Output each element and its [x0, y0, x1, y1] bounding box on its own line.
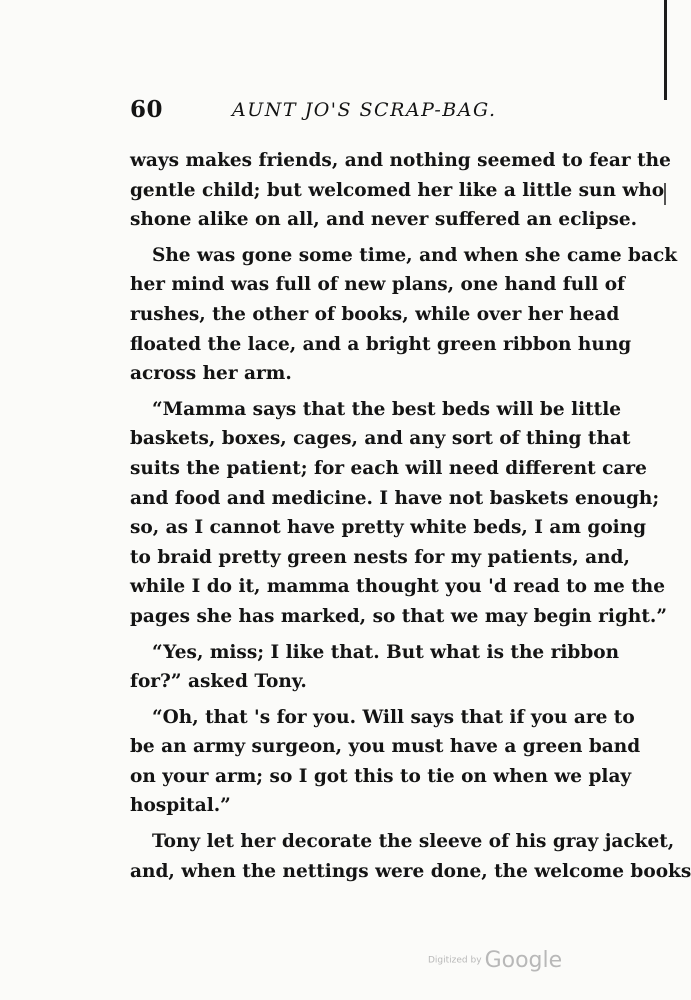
text-line: gentle child; but welcomed her like a little sun who: [130, 179, 665, 201]
text-line: for?” asked Tony.: [130, 671, 307, 693]
page-header: [130, 92, 610, 132]
text-line: ways makes friends, and nothing seemed to fear the: [130, 150, 671, 171]
google-logo: Google: [484, 948, 563, 973]
text-line: pages she has marked, so that we may begin right.”: [130, 605, 667, 627]
running-title: AUNT JO'S SCRAP-BAG.: [232, 99, 497, 121]
text-line: floated the lace, and a bright green ribbon hung: [130, 333, 632, 355]
text-line: “Mamma says that the best beds will be little: [152, 398, 622, 420]
text-line: so, as I cannot have pretty white beds, I am going: [130, 517, 647, 539]
text-line: across her arm.: [130, 363, 292, 385]
digitized-watermark: [428, 948, 562, 976]
text-line: be an army surgeon, you must have a green band: [130, 736, 641, 758]
text-line: baskets, boxes, cages, and any sort of thing that: [130, 428, 631, 450]
text-line: Tony let her decorate the sleeve of his gray jacket,: [152, 831, 675, 853]
page-number: 60: [130, 96, 164, 123]
text-line: hospital.”: [130, 795, 231, 817]
text-line: to braid pretty green nests for my patients, and,: [130, 546, 630, 568]
text-line: rushes, the other of books, while over her head: [130, 303, 620, 325]
text-line: “Oh, that 's for you. Will says that if you are to: [152, 706, 635, 728]
text-line: She was gone some time, and when she came back: [152, 244, 678, 266]
page-edge-tick: [664, 183, 666, 205]
text-line: her mind was full of new plans, one hand full of: [130, 274, 626, 296]
text-line: and food and medicine. I have not baskets enough;: [130, 487, 660, 509]
text-line: and, when the nettings were done, the welcome books: [130, 860, 691, 882]
text-line: on your arm; so I got this to tie on when we play: [130, 765, 632, 787]
text-line: while I do it, mamma thought you 'd read to me the: [130, 576, 665, 598]
watermark-prefix: Digitized by: [428, 955, 482, 966]
text-line: “Yes, miss; I like that. But what is the ribbon: [152, 641, 620, 663]
page-edge-line: [664, 0, 667, 100]
text-line: suits the patient; for each will need different care: [130, 457, 647, 479]
body-text: [130, 146, 691, 886]
text-line: shone alike on all, and never suffered an eclipse.: [130, 209, 638, 231]
